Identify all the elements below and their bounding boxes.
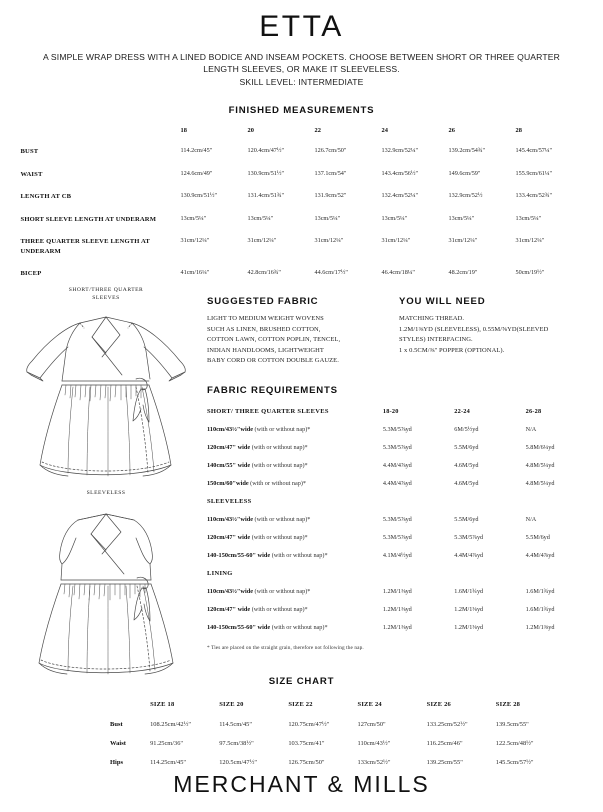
cell: 42.8cm/16¾" [247, 269, 281, 277]
table-row [110, 721, 565, 740]
fabric-requirements-table [207, 408, 597, 642]
cell: 13cm/5¼" [180, 214, 207, 222]
size-header: 18 [180, 127, 187, 134]
row-label: Bust [110, 721, 123, 728]
fabric-line: SUCH AS LINEN, BRUSHED COTTON, [207, 325, 321, 333]
cell: 5.8M/6¼yd [525, 443, 555, 451]
cell: 4.4M/4⅞yd [382, 461, 412, 469]
sleeved-dress-drawing [18, 305, 194, 485]
cell: 130.9cm/51½" [180, 192, 218, 200]
table-row [207, 534, 597, 552]
size-chart-table [110, 701, 565, 778]
you-will-need-text [399, 314, 597, 356]
sleeved-dress-illustration [16, 287, 196, 485]
fabric-width-desc [207, 462, 383, 480]
cell: 13cm/5¼" [314, 214, 341, 222]
cell: 1.6M/1¾yd [525, 587, 555, 595]
cell: 31cm/12¼" [381, 237, 411, 245]
cell: 31cm/12¼" [247, 237, 277, 245]
fabric-line: INDIAN HANDLOOMS, LIGHTWEIGHT [207, 346, 324, 354]
row-label: BUST [20, 148, 39, 155]
table-row [207, 444, 597, 462]
right-content-column [207, 296, 597, 651]
cell: 116.25cm/46" [426, 740, 463, 747]
suggested-fabric-text [207, 314, 399, 367]
cell: 97.5cm/38½" [219, 740, 254, 747]
cell: 4.4M/4⅞yd [454, 551, 484, 559]
fabric-requirements-heading: FABRIC REQUIREMENTS [207, 384, 338, 396]
suggested-fabric-heading: SUGGESTED FABRIC [207, 296, 319, 307]
cell: 5.3M/5⅞yd [382, 533, 412, 541]
table-header-row [21, 127, 583, 147]
fabric-width-desc [207, 426, 383, 444]
cell: 133.4cm/52¾" [515, 192, 553, 200]
cell: 131.4cm/51¾" [247, 192, 285, 200]
you-will-need-heading: YOU WILL NEED [399, 296, 486, 307]
nap-note: (with or without nap)* [250, 479, 307, 487]
sleeveless-dress-illustration [16, 490, 196, 680]
size-header: SIZE 26 [426, 701, 451, 708]
cell: 13cm/5¼" [247, 214, 274, 222]
size-range-header: 26-28 [525, 407, 542, 415]
cell: 1.2M/1⅜yd [382, 605, 412, 613]
caption-line-1: SLEEVELESS [86, 490, 126, 496]
finished-measurements-section [0, 105, 603, 292]
cell: 91.25cm/36" [150, 740, 184, 747]
nap-note: (with or without nap)* [254, 587, 311, 595]
width-label: 110cm/43½"wide [207, 425, 253, 433]
cell: 5.5M/6yd [525, 533, 550, 541]
cell: 145.4cm/57¼" [515, 147, 553, 154]
illustration-caption [16, 490, 196, 498]
fabric-line: LIGHT TO MEDIUM WEIGHT WOVENS [207, 315, 324, 322]
pattern-description [30, 51, 573, 88]
cell: 139.2cm/54¾" [448, 147, 486, 154]
fabric-width-desc [207, 588, 383, 606]
cell: 46.4cm/18¼" [381, 269, 415, 277]
width-label: 150cm/60"wide [207, 479, 249, 487]
width-label: 120cm/47" wide [207, 605, 251, 613]
cell: 132.9cm/52¼" [381, 147, 419, 154]
width-label: 120cm/47" wide [207, 533, 251, 541]
fabric-width-desc [207, 606, 383, 624]
cell: 13cm/5¼" [381, 214, 408, 222]
spacer [454, 570, 525, 588]
caption-line-1: SHORT/THREE QUARTER [68, 287, 144, 293]
cell: 103.75cm/41" [288, 740, 325, 747]
cell: 114.2cm/45" [180, 147, 213, 154]
cell: 4.6M/5yd [454, 479, 479, 487]
size-header: 24 [381, 127, 388, 134]
spacer [526, 498, 597, 516]
cell: N/A [525, 425, 537, 433]
table-row [207, 480, 597, 498]
cell: 149.6cm/59" [448, 169, 481, 177]
cell: 44.6cm/17½" [314, 269, 348, 277]
table-row [21, 147, 583, 170]
cell: 5.3M/5⅞yd [382, 443, 412, 451]
cell: 1.2M/1⅜yd [454, 623, 484, 631]
cell: 1.6M/1¾yd [525, 605, 555, 613]
width-label: 110cm/43½"wide [207, 587, 253, 595]
size-range-header: 18-20 [382, 407, 399, 415]
cell: 13cm/5¼" [515, 214, 542, 222]
cell: 139.25cm/55" [426, 759, 463, 766]
measurement-label-header [21, 127, 181, 147]
cell: 1.2M/1⅜yd [382, 623, 412, 631]
you-will-need-section [399, 296, 597, 367]
cell: 132.9cm/52½ [448, 192, 483, 200]
width-label: 120cm/47" wide [207, 443, 251, 451]
description-line-3: SKILL LEVEL: INTERMEDIATE [239, 76, 364, 87]
fabric-group-header-row [207, 570, 597, 588]
cell: 126.7cm/50" [314, 147, 347, 154]
brand-footer: MERCHANT & MILLS [173, 771, 430, 797]
size-header: SIZE 28 [495, 701, 521, 708]
cell: 1.2M/1⅜yd [454, 605, 484, 613]
cell: 31cm/12¼" [515, 237, 545, 245]
table-row [110, 740, 565, 759]
fabric-width-desc [207, 516, 383, 534]
cell: 133.25cm/52½" [426, 721, 468, 728]
size-range-header: 22-24 [454, 407, 470, 415]
cell: 5.5M/6yd [454, 443, 479, 451]
cell: N/A [525, 515, 537, 523]
cell: 145.5cm/57½" [495, 759, 534, 766]
table-row [21, 170, 583, 193]
need-line: MATCHING THREAD. [399, 315, 465, 322]
cell: 114.25cm/45" [150, 759, 186, 766]
cell: 4.8M/5¼yd [525, 461, 555, 469]
cell: 31cm/12¼" [314, 237, 344, 245]
size-chart-section [0, 676, 603, 778]
cell: 120.4cm/47½" [247, 147, 285, 154]
cell: 137.1cm/54" [314, 169, 347, 177]
fabric-line: BABY CORD OR COTTON DOUBLE GAUZE. [207, 357, 339, 365]
table-row [207, 552, 597, 570]
size-header: 22 [314, 127, 321, 134]
description-line-2: LENGTH SLEEVES, OR MAKE IT SLEEVELESS. [203, 64, 400, 75]
width-label: 140cm/55" wide [207, 461, 251, 469]
nap-note: (with or without nap)* [251, 605, 308, 613]
cell: 139.5cm/55" [495, 721, 529, 728]
nap-note: (with or without nap)* [254, 515, 311, 523]
table-row [207, 624, 597, 642]
width-label: 110cm/43½"wide [207, 515, 253, 523]
row-label: WAIST [20, 170, 43, 178]
cell: 120.75cm/47½" [288, 721, 330, 728]
group-name: LINING [207, 569, 233, 577]
cell: 108.25cm/42½" [150, 721, 192, 728]
spacer [383, 570, 454, 588]
size-header: SIZE 22 [288, 701, 313, 708]
width-label: 140-150cm/55-60" wide [207, 551, 271, 559]
table-header-row [110, 701, 565, 721]
size-chart-heading: SIZE CHART [268, 676, 335, 687]
cell: 41cm/16¼" [180, 269, 210, 277]
cell: 110cm/43½" [357, 740, 391, 747]
cell: 1.2M/1⅜yd [382, 587, 412, 595]
row-label: SHORT SLEEVE LENGTH AT UNDERARM [20, 215, 157, 223]
cell: 4.4M/4⅞yd [382, 479, 412, 487]
page-title: ETTA [259, 10, 344, 43]
fabric-group-header-row [207, 498, 597, 516]
cell: 143.4cm/56½" [381, 169, 419, 177]
cell: 5.5M/6yd [454, 515, 479, 523]
cell: 131.9cm/52" [314, 192, 347, 200]
fabric-width-desc [207, 444, 383, 462]
size-chart-label-header [110, 701, 150, 721]
cell: 155.9cm/61¼" [515, 169, 553, 177]
row-label: LENGTH AT CB [20, 193, 72, 201]
finished-measurements-heading: FINISHED MEASUREMENTS [228, 105, 375, 116]
cell: 1.6M/1¾yd [454, 587, 484, 595]
nap-note: (with or without nap)* [251, 533, 308, 541]
size-header: 20 [247, 127, 254, 134]
table-row [207, 606, 597, 624]
cell: 50cm/19½" [515, 269, 545, 277]
fabric-group-header-row [207, 408, 597, 426]
pattern-sheet [0, 12, 603, 812]
cell: 31cm/12¼" [448, 237, 478, 245]
cell: 122.5cm/48½" [495, 740, 534, 747]
size-header: 26 [448, 127, 455, 134]
size-header: 28 [515, 127, 522, 134]
cell: 5.3M/5⅞yd [382, 515, 412, 523]
fabric-width-desc [207, 480, 383, 498]
table-row [21, 237, 583, 269]
nap-note: (with or without nap)* [271, 551, 328, 559]
table-row [207, 462, 597, 480]
cell: 127cm/50" [357, 721, 386, 728]
cell: 114.5cm/45" [219, 721, 252, 728]
row-label: Hips [110, 759, 124, 766]
nap-note: (with or without nap)* [271, 623, 328, 631]
cell: 5.3M/5⅞yd [454, 533, 484, 541]
cell: 124.6cm/49" [180, 169, 213, 177]
cell: 48.2cm/19" [448, 269, 478, 277]
cell: 132.4cm/52¼" [381, 192, 419, 200]
cell: 13cm/5¼" [448, 214, 475, 222]
fabric-width-desc [207, 534, 383, 552]
row-label: THREE QUARTER SLEEVE LENGTH AT UNDERARM [20, 238, 150, 255]
cell: 31cm/12¼" [180, 237, 210, 245]
cell: 4.8M/5¼yd [525, 479, 555, 487]
caption-line-2: SLEEVES [92, 294, 120, 301]
finished-measurements-table [21, 127, 583, 292]
row-label: Waist [110, 740, 126, 747]
need-line: STYLES) INTERFACING. [399, 336, 473, 344]
table-row [207, 588, 597, 606]
cell: 133cm/52½" [357, 759, 391, 766]
sleeveless-dress-drawing [18, 500, 194, 680]
fabric-width-desc [207, 552, 383, 570]
row-label: BICEP [20, 270, 42, 278]
size-header: SIZE 24 [357, 701, 382, 708]
cell: 130.9cm/51½" [247, 169, 285, 177]
nap-note: (with or without nap)* [254, 425, 311, 433]
fabric-footnote: * Ties are placed on the straight grain, therefore not following the nap. [207, 644, 364, 651]
size-header: SIZE 20 [219, 701, 244, 708]
table-row [207, 516, 597, 534]
size-header: SIZE 18 [150, 701, 175, 708]
cell: 5.3M/5⅞yd [382, 425, 412, 433]
need-line: 1.2M/1⅜YD (SLEEVELESS), 0.55M/⅝YD(SLEEVED [399, 325, 549, 333]
suggested-fabric-section [207, 296, 399, 367]
cell: 126.75cm/50" [288, 759, 325, 766]
cell: 4.6M/5yd [454, 461, 479, 469]
cell: 4.4M/4⅞yd [525, 551, 555, 559]
spacer [526, 570, 597, 588]
table-row [207, 426, 597, 444]
spacer [454, 498, 525, 516]
group-name: SLEEVELESS [207, 497, 252, 505]
description-line-1: A SIMPLE WRAP DRESS WITH A LINED BODICE AND INSEAM POCKETS. CHOOSE BETWEEN SHORT OR THREE QUARTER [42, 52, 561, 62]
nap-note: (with or without nap)* [251, 461, 308, 469]
need-line: 1 x 0.5CM/⅜" POPPER (OPTIONAL). [399, 346, 505, 354]
width-label: 140-150cm/55-60" wide [207, 623, 271, 631]
cell: 120.5cm/47½" [219, 759, 257, 766]
nap-note: (with or without nap)* [251, 443, 308, 451]
fabric-width-desc [207, 624, 383, 642]
cell: 1.2M/1⅜yd [525, 623, 555, 631]
illustration-caption [16, 287, 196, 303]
spacer [383, 498, 454, 516]
table-row [21, 215, 583, 238]
cell: 6M/5½yd [454, 425, 479, 433]
fabric-line: COTTON LAWN, COTTON POPLIN, TENCEL, [207, 336, 341, 344]
table-row [21, 192, 583, 215]
cell: 4.1M/4½yd [382, 551, 412, 559]
group-name: SHORT/ THREE QUARTER SLEEVES [207, 407, 329, 415]
